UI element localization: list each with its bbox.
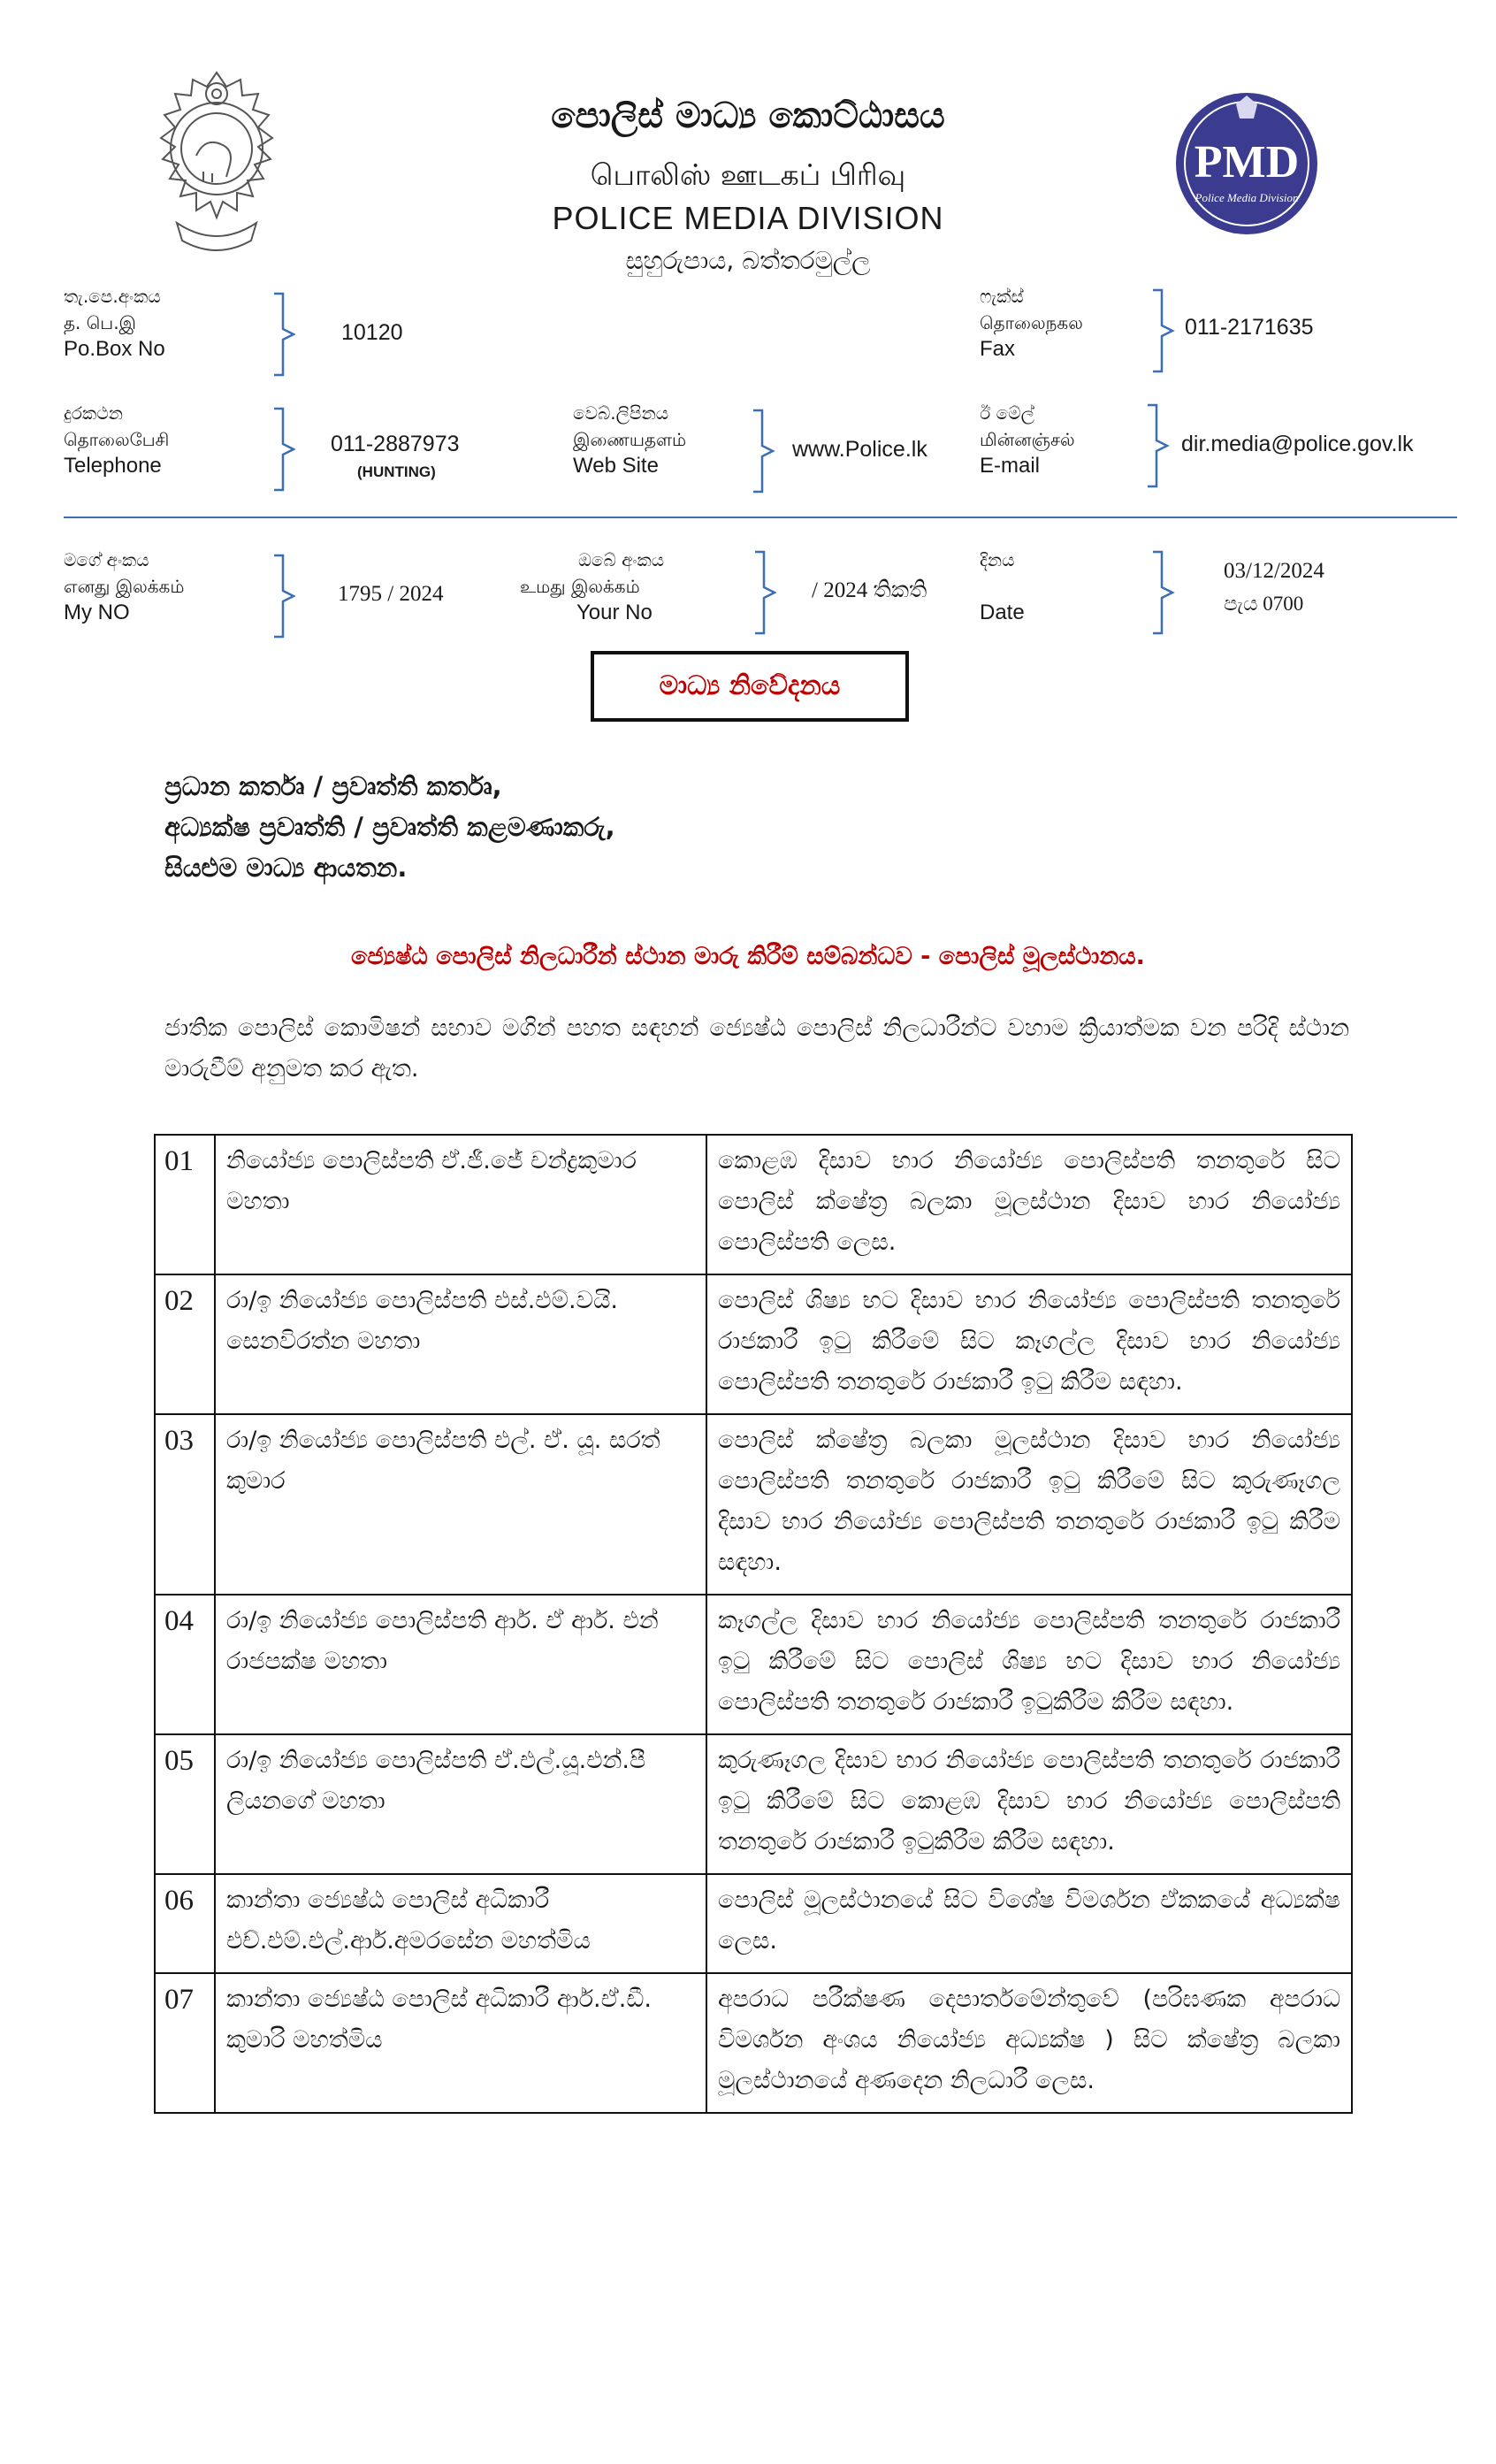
transfer-description: අපරාධ පරීක්ෂණ දෙපාර්තමේන්තුවේ (පරිඝණක අපරාධ විමර්ශන අංශය නියෝජ්‍ය අධ්‍යක්ෂ ) සිට ක්ෂේත්‍ර බලකා මූලස්ථානයේ අණදෙන නිලධාරී ලෙස. xyxy=(706,1973,1352,2113)
transfer-description: කෑගල්ල දිසාව භාර නියෝජ්‍ය පොලිස්පති තනතුරේ රාජකාරී ඉටු කිරීමේ සිට පොලිස් ශිෂ්‍ය භට දිසාව භාර නියෝජ්‍ය පොලිස්පති තනතුරේ රාජකාරී ඉටුකිරීම කිරීම සඳහා. xyxy=(706,1595,1352,1734)
fax-value: 011-2171635 xyxy=(1185,315,1314,340)
pobox-label: තැ.පෙ.අංකය த. பெ.இ Po.Box No xyxy=(64,286,165,361)
row-number: 07 xyxy=(155,1973,215,2113)
your-no-value: / 2024 තිකති xyxy=(812,578,927,602)
transfer-description: කුරුණෑගල දිසාව භාර නියෝජ්‍ය පොලිස්පති තනතුරේ රාජකාරී ඉටු කිරීමේ සිට කොළඹ දිසාව භාර නියෝජ්‍ය පොලිස්පති තනතුරේ රාජකාරී ඉටුකිරීම කිරීම සඳහා. xyxy=(706,1734,1352,1874)
table-row xyxy=(155,1734,1352,1874)
my-no-value: 1795 / 2024 xyxy=(338,582,444,606)
website-label: වෙබ්.ලිපිනය இணையதளம் Web Site xyxy=(573,402,687,478)
brace-icon xyxy=(752,550,787,635)
date-value: 03/12/2024 xyxy=(1224,559,1324,583)
brace-icon xyxy=(271,292,306,377)
header-title-sinhala: පොලිස් මාධ්‍ය කොට්ඨාසය xyxy=(551,96,945,136)
row-number: 02 xyxy=(155,1274,215,1414)
addressee-line: සියළුම මාධ්‍ය ආයතන. xyxy=(164,853,408,883)
row-number: 05 xyxy=(155,1734,215,1874)
pmd-logo-text: PMD xyxy=(1194,137,1300,187)
transfer-description: පොලිස් ක්ෂේත්‍ර බලකා මූලස්ථාන දිසාව භාර නියෝජ්‍ය පොලිස්පති තනතුරේ රාජකාරී ඉටු කිරීමේ සිට කුරුණෑගල දිසාව භාර නියෝජ්‍ය පොලිස්පති තනතුරේ රාජකාරී ඉටු කිරීම සඳහා. xyxy=(706,1414,1352,1595)
officer-name: නියෝජ්‍ය පොලිස්පති ඒ.ජී.ජේ චන්ද්‍රකුමාර මහතා xyxy=(215,1135,706,1274)
addressee-block xyxy=(164,766,615,888)
row-number: 01 xyxy=(155,1135,215,1274)
intro-paragraph: ජාතික පොලිස් කොමිෂන් සභාව මගින් පහත සඳහන් ජ්‍යෙෂ්ඨ පොලිස් නිලධාරීන්ට වහාම ක්‍රියාත්මක වන පරිදි ස්ථාන මාරුවීම් අනුමත කර ඇත. xyxy=(164,1014,1349,1083)
table-row xyxy=(155,1135,1352,1274)
transfer-description: කොළඹ දිසාව භාර නියෝජ්‍ය පොලිස්පති තනතුරේ සිට පොලිස් ක්ෂේත්‍ර බලකා මූලස්ථාන දිසාව භාර නියෝජ්‍ය පොලිස්පති ලෙස. xyxy=(706,1135,1352,1274)
row-number: 04 xyxy=(155,1595,215,1734)
telephone-label: දුරකථන தொலைபேசி Telephone xyxy=(64,402,170,478)
transfer-description: පොලිස් ශිෂ්‍ය භට දිසාව භාර නියෝජ්‍ය පොලිස්පති තනතුරේ රාජකාරී ඉටු කිරීමේ සිට කෑගල්ල දිසාව භාර නියෝජ්‍ය පොලිස්පති තනතුරේ රාජකාරී ඉටු කිරීම සඳහා. xyxy=(706,1274,1352,1414)
email-label: ඊ මේල් மின்னஞ்சல் E-mail xyxy=(980,402,1075,478)
brace-icon xyxy=(750,409,785,494)
table-row xyxy=(155,1874,1352,1973)
pmd-logo-subtext: Police Media Division xyxy=(1195,191,1299,204)
brace-icon xyxy=(1149,288,1185,373)
table-row xyxy=(155,1414,1352,1595)
website-link[interactable]: www.Police.lk xyxy=(792,437,927,462)
officer-name: රා/ඉ නියෝජ්‍ය පොලිස්පති එල්. ඒ. යූ. සරත් කුමාර xyxy=(215,1414,706,1595)
addressee-line: ප්‍රධාන කර්තෘ / ප්‍රවෘත්ති කර්තෘ, xyxy=(164,771,502,801)
transfer-description: පොලිස් මූලස්ථානයේ සිට විශේෂ විමර්ශන ඒකකයේ අධ්‍යක්ෂ ලෙස. xyxy=(706,1874,1352,1973)
header-title-tamil: பொலிஸ் ஊடகப் பிரிவு xyxy=(590,157,906,192)
telephone-hunting-note: (HUNTING) xyxy=(357,463,436,480)
officer-name: රා/ඉ නියෝජ්‍ය පොලිස්පති ආර්. ඒ ආර්. එන් රාජපක්ෂ මහතා xyxy=(215,1595,706,1734)
table-row xyxy=(155,1274,1352,1414)
media-release-title: මාධ්‍ය නිවේදනය xyxy=(591,651,909,722)
brace-icon xyxy=(271,554,306,639)
brace-icon xyxy=(1149,550,1185,635)
officer-name: රා/ඉ නියෝජ්‍ය පොලිස්පති එස්.එම්.වයි. සෙනවිරත්න මහතා xyxy=(215,1274,706,1414)
table-row xyxy=(155,1595,1352,1734)
subject-line: ජ්‍යෙෂ්ඨ පොලිස් නිලධාරීන් ස්ථාන මාරු කිරීම් සම්බන්ධව - පොලිස් මූලස්ථානය. xyxy=(351,943,1145,970)
fax-label: ෆැක්ස් தொலைநகல Fax xyxy=(980,286,1083,361)
header-title-english: POLICE MEDIA DIVISION xyxy=(552,200,944,236)
your-no-label: ඔබේ අංකය உமது இலக்கம் Your No xyxy=(520,549,665,624)
addressee-line: අධ්‍යක්ෂ ප්‍රවෘත්ති / ප්‍රවෘත්ති කළමණාකරු, xyxy=(164,812,615,842)
time-value: පැය 0700 xyxy=(1224,593,1304,615)
officer-name: කාන්තා ජ්‍යෙෂ්ඨ පොලිස් අධිකාරී එච්.එම්.එල්.ආර්.අමරසේන මහත්මිය xyxy=(215,1874,706,1973)
brace-icon xyxy=(271,407,306,492)
header-location: සුහුරුපාය, බත්තරමුල්ල xyxy=(625,246,871,275)
officer-name: කාන්තා ජ්‍යෙෂ්ඨ පොලිස් අධිකාරී ආර්.ඒ.ඩී. කුමාරි මහත්මිය xyxy=(215,1973,706,2113)
officer-name: රා/ඉ නියෝජ්‍ය පොලිස්පති ඒ.එල්.යූ.එන්.පී ලියනගේ මහතා xyxy=(215,1734,706,1874)
pobox-value: 10120 xyxy=(341,320,403,345)
email-link[interactable]: dir.media@police.gov.lk xyxy=(1181,432,1414,456)
brace-icon xyxy=(1144,403,1179,488)
row-number: 06 xyxy=(155,1874,215,1973)
telephone-value: 011-2887973 xyxy=(331,432,460,456)
row-number: 03 xyxy=(155,1414,215,1595)
transfers-table xyxy=(154,1134,1353,2114)
header-divider xyxy=(64,517,1457,518)
my-no-label: මගේ අංකය எனது இலக்கம் My NO xyxy=(64,549,185,624)
date-label: දිනය Date xyxy=(980,549,1025,624)
table-row xyxy=(155,1973,1352,2113)
